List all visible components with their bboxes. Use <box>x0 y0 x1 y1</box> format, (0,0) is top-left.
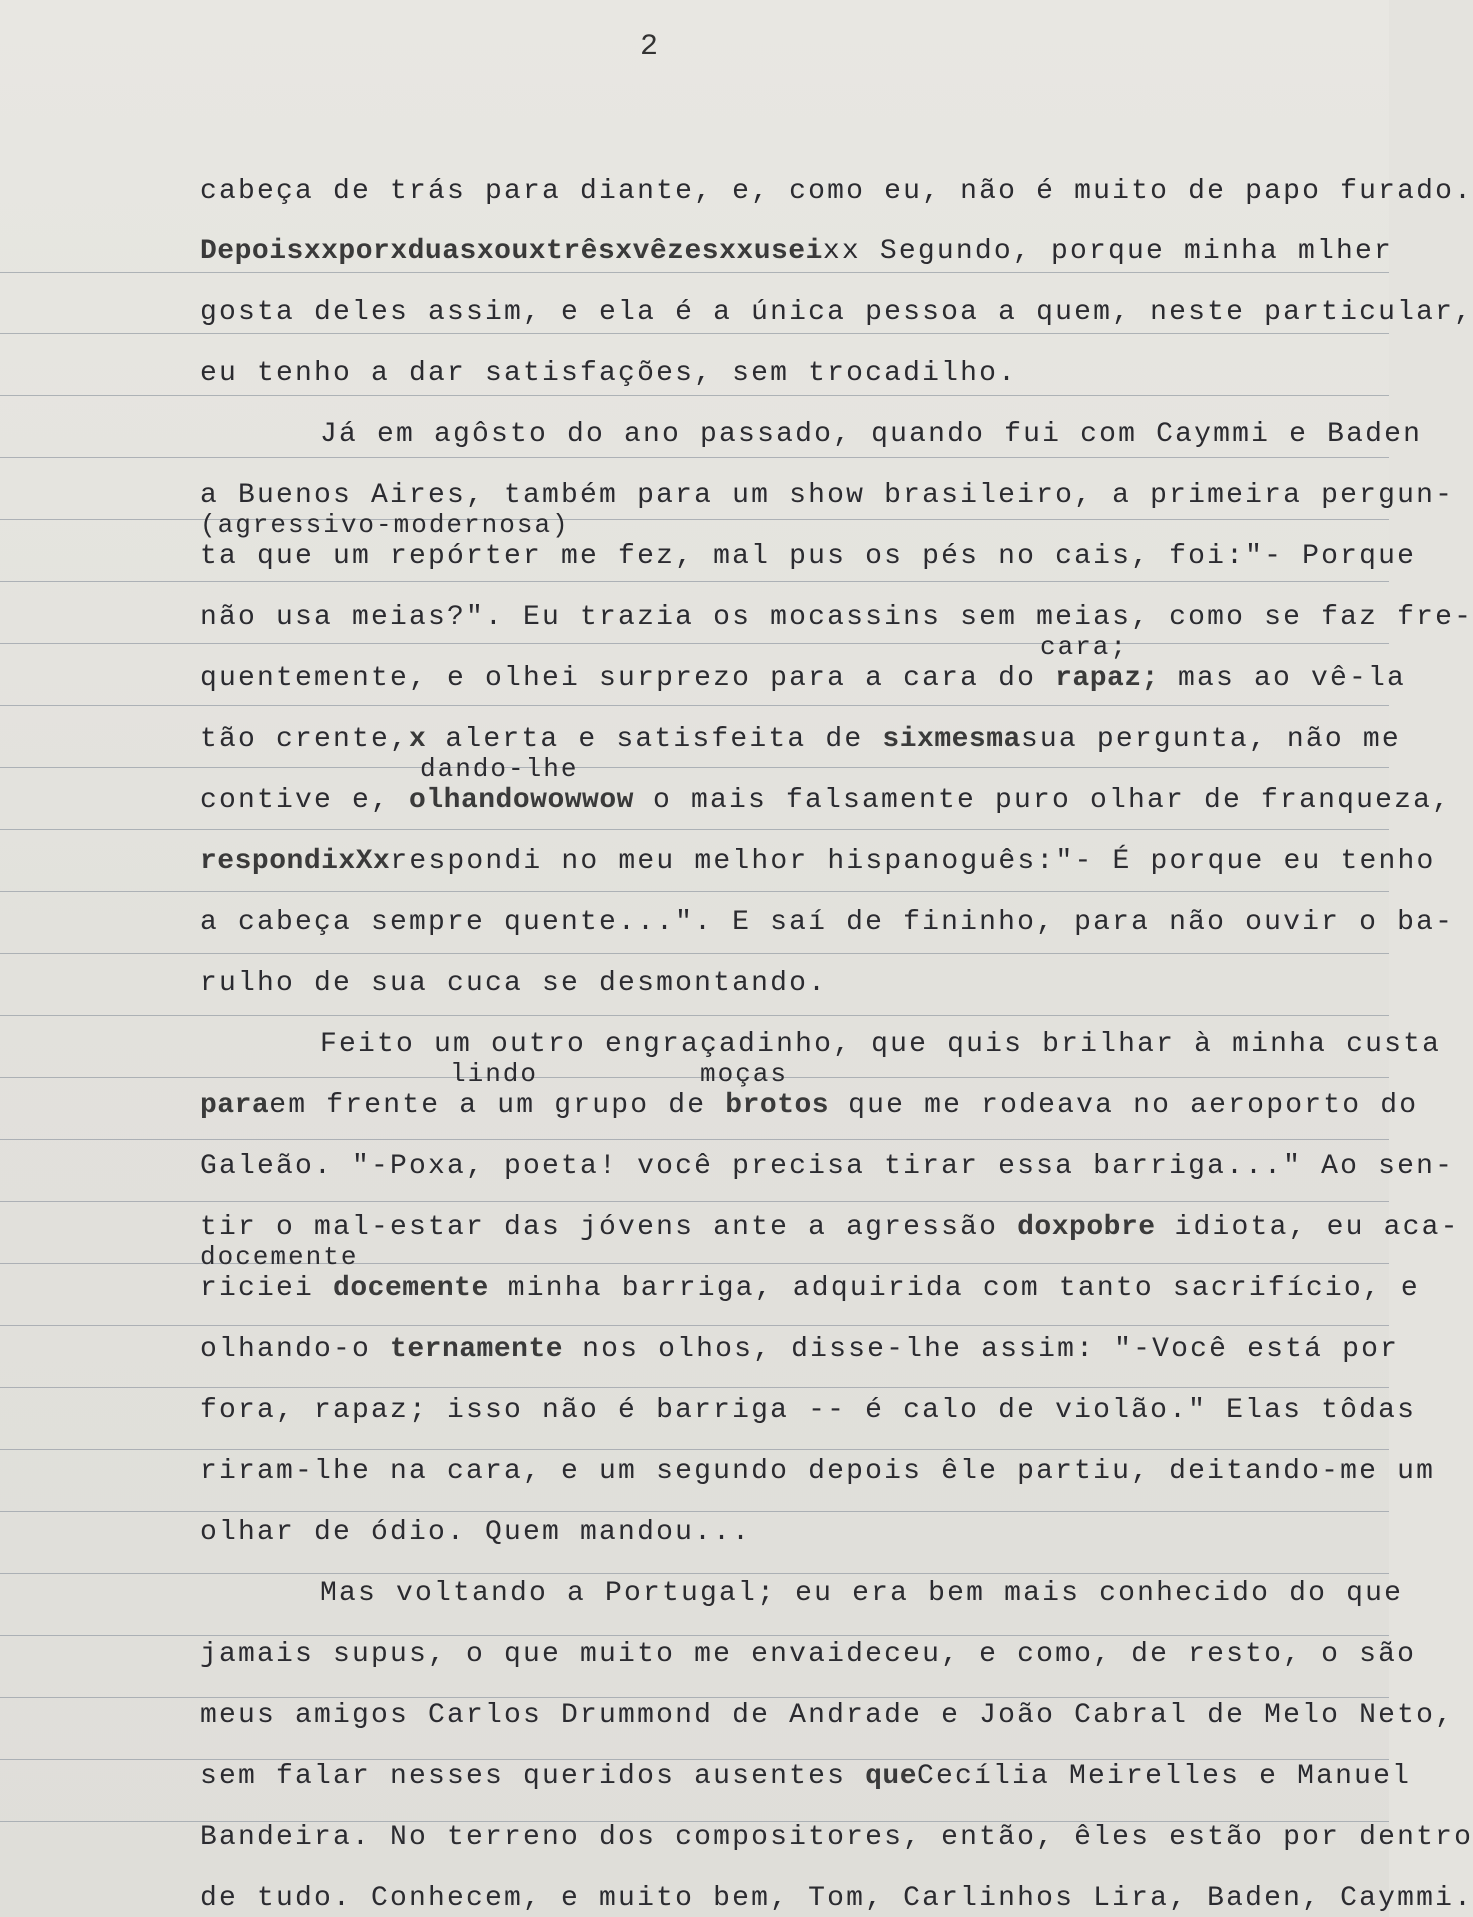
rule-line <box>0 457 1389 458</box>
rule-line <box>0 581 1389 582</box>
rule-line <box>0 1015 1389 1016</box>
struck-text: para <box>200 1090 270 1121</box>
text-line: sem falar nesses queridos ausentes queCecília Meirelles e Manuel <box>200 1761 1412 1792</box>
struck-text: doxpobre <box>1017 1212 1156 1243</box>
text-line: olhando-o ternamente nos olhos, disse-lhe assim: "-Você está por <box>200 1334 1400 1365</box>
text-line: Bandeira. No terreno dos compositores, então, êles estão por dentro <box>200 1822 1473 1853</box>
text-line: ta que um repórter me fez, mal pus os pés no cais, foi:"- Porque <box>200 541 1417 572</box>
struck-text: brotos <box>725 1090 830 1121</box>
text-line: rulho de sua cuca se desmontando. <box>200 968 828 999</box>
struck-text: Depoisxxporxduasxouxtrêsxvêzesxxusei <box>200 236 823 267</box>
rule-line <box>0 1697 1389 1698</box>
rule-line <box>0 1077 1389 1078</box>
text-line: a cabeça sempre quente...". E saí de fininho, para não ouvir o ba- <box>200 907 1455 938</box>
rule-line <box>0 767 1389 768</box>
rule-line <box>0 1635 1389 1636</box>
struck-text: que <box>865 1761 918 1792</box>
text-line: riram-lhe na cara, e um segundo depois êle partiu, deitando-me um <box>200 1456 1436 1487</box>
text-line: fora, rapaz; isso não é barriga -- é calo de violão." Elas tôdas <box>200 1395 1417 1426</box>
text-line: não usa meias?". Eu trazia os mocassins sem meias, como se faz fre- <box>200 602 1473 633</box>
text-line: contive e, olhandowowwow o mais falsamente puro olhar de franqueza, <box>200 785 1452 816</box>
rule-line <box>0 891 1389 892</box>
struck-text: respondixXx <box>200 846 391 877</box>
rule-line <box>0 1387 1389 1388</box>
rule-line <box>0 1139 1389 1140</box>
interlinear-insertion: dando-lhe <box>420 754 579 784</box>
struck-text: x <box>409 724 427 755</box>
rule-line <box>0 643 1389 644</box>
rule-line <box>0 272 1389 273</box>
text-line: jamais supus, o que muito me envaideceu, e como, de resto, o são <box>200 1639 1417 1670</box>
text-line: cabeça de trás para diante, e, como eu, não é muito de papo furado. <box>200 176 1473 207</box>
interlinear-insertion: moças <box>700 1059 789 1089</box>
struck-text: olhandowowwow <box>409 785 634 816</box>
rule-line <box>0 1573 1389 1574</box>
text-line: tão crente,x alerta e satisfeita de sixmesmasua pergunta, não me <box>200 724 1401 755</box>
struck-text: rapaz; <box>1055 663 1159 694</box>
text-line: Depoisxxporxduasxouxtrêsxvêzesxxuseixx Segundo, porque minha mlher <box>200 236 1393 267</box>
text-line: de tudo. Conhecem, e muito bem, Tom, Carlinhos Lira, Baden, Caymmi. <box>200 1883 1473 1914</box>
text-line: quentemente, e olhei surprezo para a cara do rapaz; mas ao vê-la <box>200 663 1406 694</box>
rule-line <box>0 333 1389 334</box>
rule-line <box>0 953 1389 954</box>
rule-line <box>0 1325 1389 1326</box>
text-line: Já em agôsto do ano passado, quando fui com Caymmi e Baden <box>320 419 1423 450</box>
text-line: Mas voltando a Portugal; eu era bem mais conhecido do que <box>320 1578 1404 1609</box>
page-number: 2 <box>640 30 659 64</box>
text-line: riciei docemente minha barriga, adquirida com tanto sacrifício, e <box>200 1273 1420 1304</box>
rule-line <box>0 1201 1389 1202</box>
rule-line <box>0 395 1389 396</box>
interlinear-insertion: lindo <box>450 1059 539 1089</box>
text-line: respondixXxrespondi no meu melhor hispanoguês:"- É porque eu tenho <box>200 846 1436 877</box>
text-line: paraem frente a um grupo de brotos que me rodeava no aeroporto do <box>200 1090 1419 1121</box>
rule-line <box>0 1511 1389 1512</box>
struck-text: docemente <box>333 1273 489 1304</box>
rule-line <box>0 1759 1389 1760</box>
rule-line <box>0 829 1389 830</box>
text-line: eu tenho a dar satisfações, sem trocadilho. <box>200 358 1018 389</box>
text-line: gosta deles assim, e ela é a única pessoa a quem, neste particular, <box>200 297 1473 328</box>
struck-text: sixmesma <box>882 724 1021 755</box>
text-line: tir o mal-estar das jóvens ante a agressão doxpobre idiota, eu aca- <box>200 1212 1460 1243</box>
rule-line <box>0 705 1389 706</box>
struck-text: ternamente <box>390 1334 564 1365</box>
text-line: Galeão. "-Poxa, poeta! você precisa tirar essa barriga..." Ao sen- <box>200 1151 1455 1182</box>
interlinear-insertion: (agressivo-modernosa) <box>200 510 570 540</box>
text-line: a Buenos Aires, também para um show brasileiro, a primeira pergun- <box>200 480 1455 511</box>
text-line: Feito um outro engraçadinho, que quis brilhar à minha custa <box>320 1029 1442 1060</box>
text-line: meus amigos Carlos Drummond de Andrade e João Cabral de Melo Neto, <box>200 1700 1455 1731</box>
interlinear-insertion: cara; <box>1040 632 1129 662</box>
rule-line <box>0 1449 1389 1450</box>
interlinear-insertion: docemente <box>200 1242 359 1272</box>
text-line: olhar de ódio. Quem mandou... <box>200 1517 752 1548</box>
